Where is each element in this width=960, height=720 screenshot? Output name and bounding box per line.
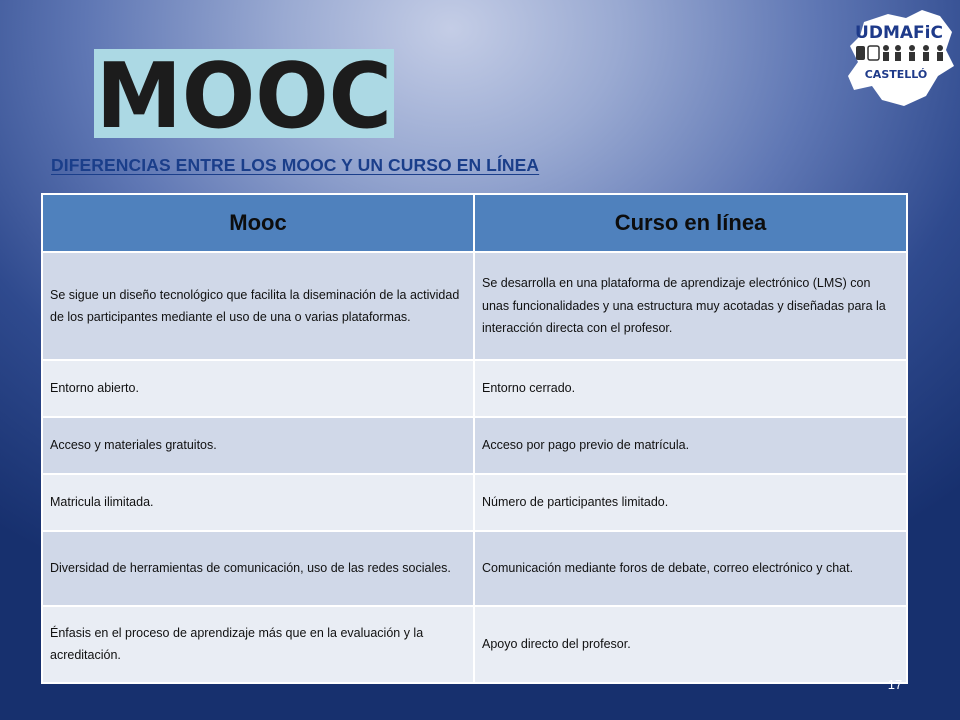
column-header-curso-en-linea: Curso en línea — [474, 194, 907, 252]
comparison-table — [41, 193, 908, 684]
table-row — [42, 252, 907, 360]
mooc-logo — [94, 49, 394, 138]
table-cell-mooc: Se sigue un diseño tecnológico que facilita la diseminación de la actividad de los participantes mediante el uso de una o varias plataformas. — [42, 252, 474, 360]
table-cell-curso: Acceso por pago previo de matrícula. — [474, 417, 907, 474]
table-cell-curso: Entorno cerrado. — [474, 360, 907, 417]
mooc-logo-text: MOOC — [96, 49, 392, 138]
page-number: 17 — [887, 677, 903, 692]
table-cell-curso: Apoyo directo del profesor. — [474, 606, 907, 683]
table-row — [42, 417, 907, 474]
page-title: DIFERENCIAS ENTRE LOS MOOC Y UN CURSO EN LÍNEA — [51, 155, 540, 175]
table-row — [42, 360, 907, 417]
table-row — [42, 531, 907, 606]
udmafic-logo-name: UDMAFiC — [855, 23, 943, 43]
table-cell-mooc: Diversidad de herramientas de comunicación, uso de las redes sociales. — [42, 531, 474, 606]
table-cell-mooc: Matricula ilimitada. — [42, 474, 474, 531]
table-cell-curso: Se desarrolla en una plataforma de aprendizaje electrónico (LMS) con unas funcionalidades y una estructura muy acotadas y diseñadas para la interacción directa con el profesor. — [474, 252, 907, 360]
table-header-row — [42, 194, 907, 252]
table-cell-mooc: Entorno abierto. — [42, 360, 474, 417]
column-header-mooc: Mooc — [42, 194, 474, 252]
table-cell-mooc: Acceso y materiales gratuitos. — [42, 417, 474, 474]
udmafic-logo — [842, 6, 956, 110]
table-cell-curso: Número de participantes limitado. — [474, 474, 907, 531]
table-cell-curso: Comunicación mediante foros de debate, correo electrónico y chat. — [474, 531, 907, 606]
table-row — [42, 606, 907, 683]
table-row — [42, 474, 907, 531]
table-cell-mooc: Énfasis en el proceso de aprendizaje más que en la evaluación y la acreditación. — [42, 606, 474, 683]
udmafic-logo-place: CASTELLÓ — [864, 68, 928, 81]
